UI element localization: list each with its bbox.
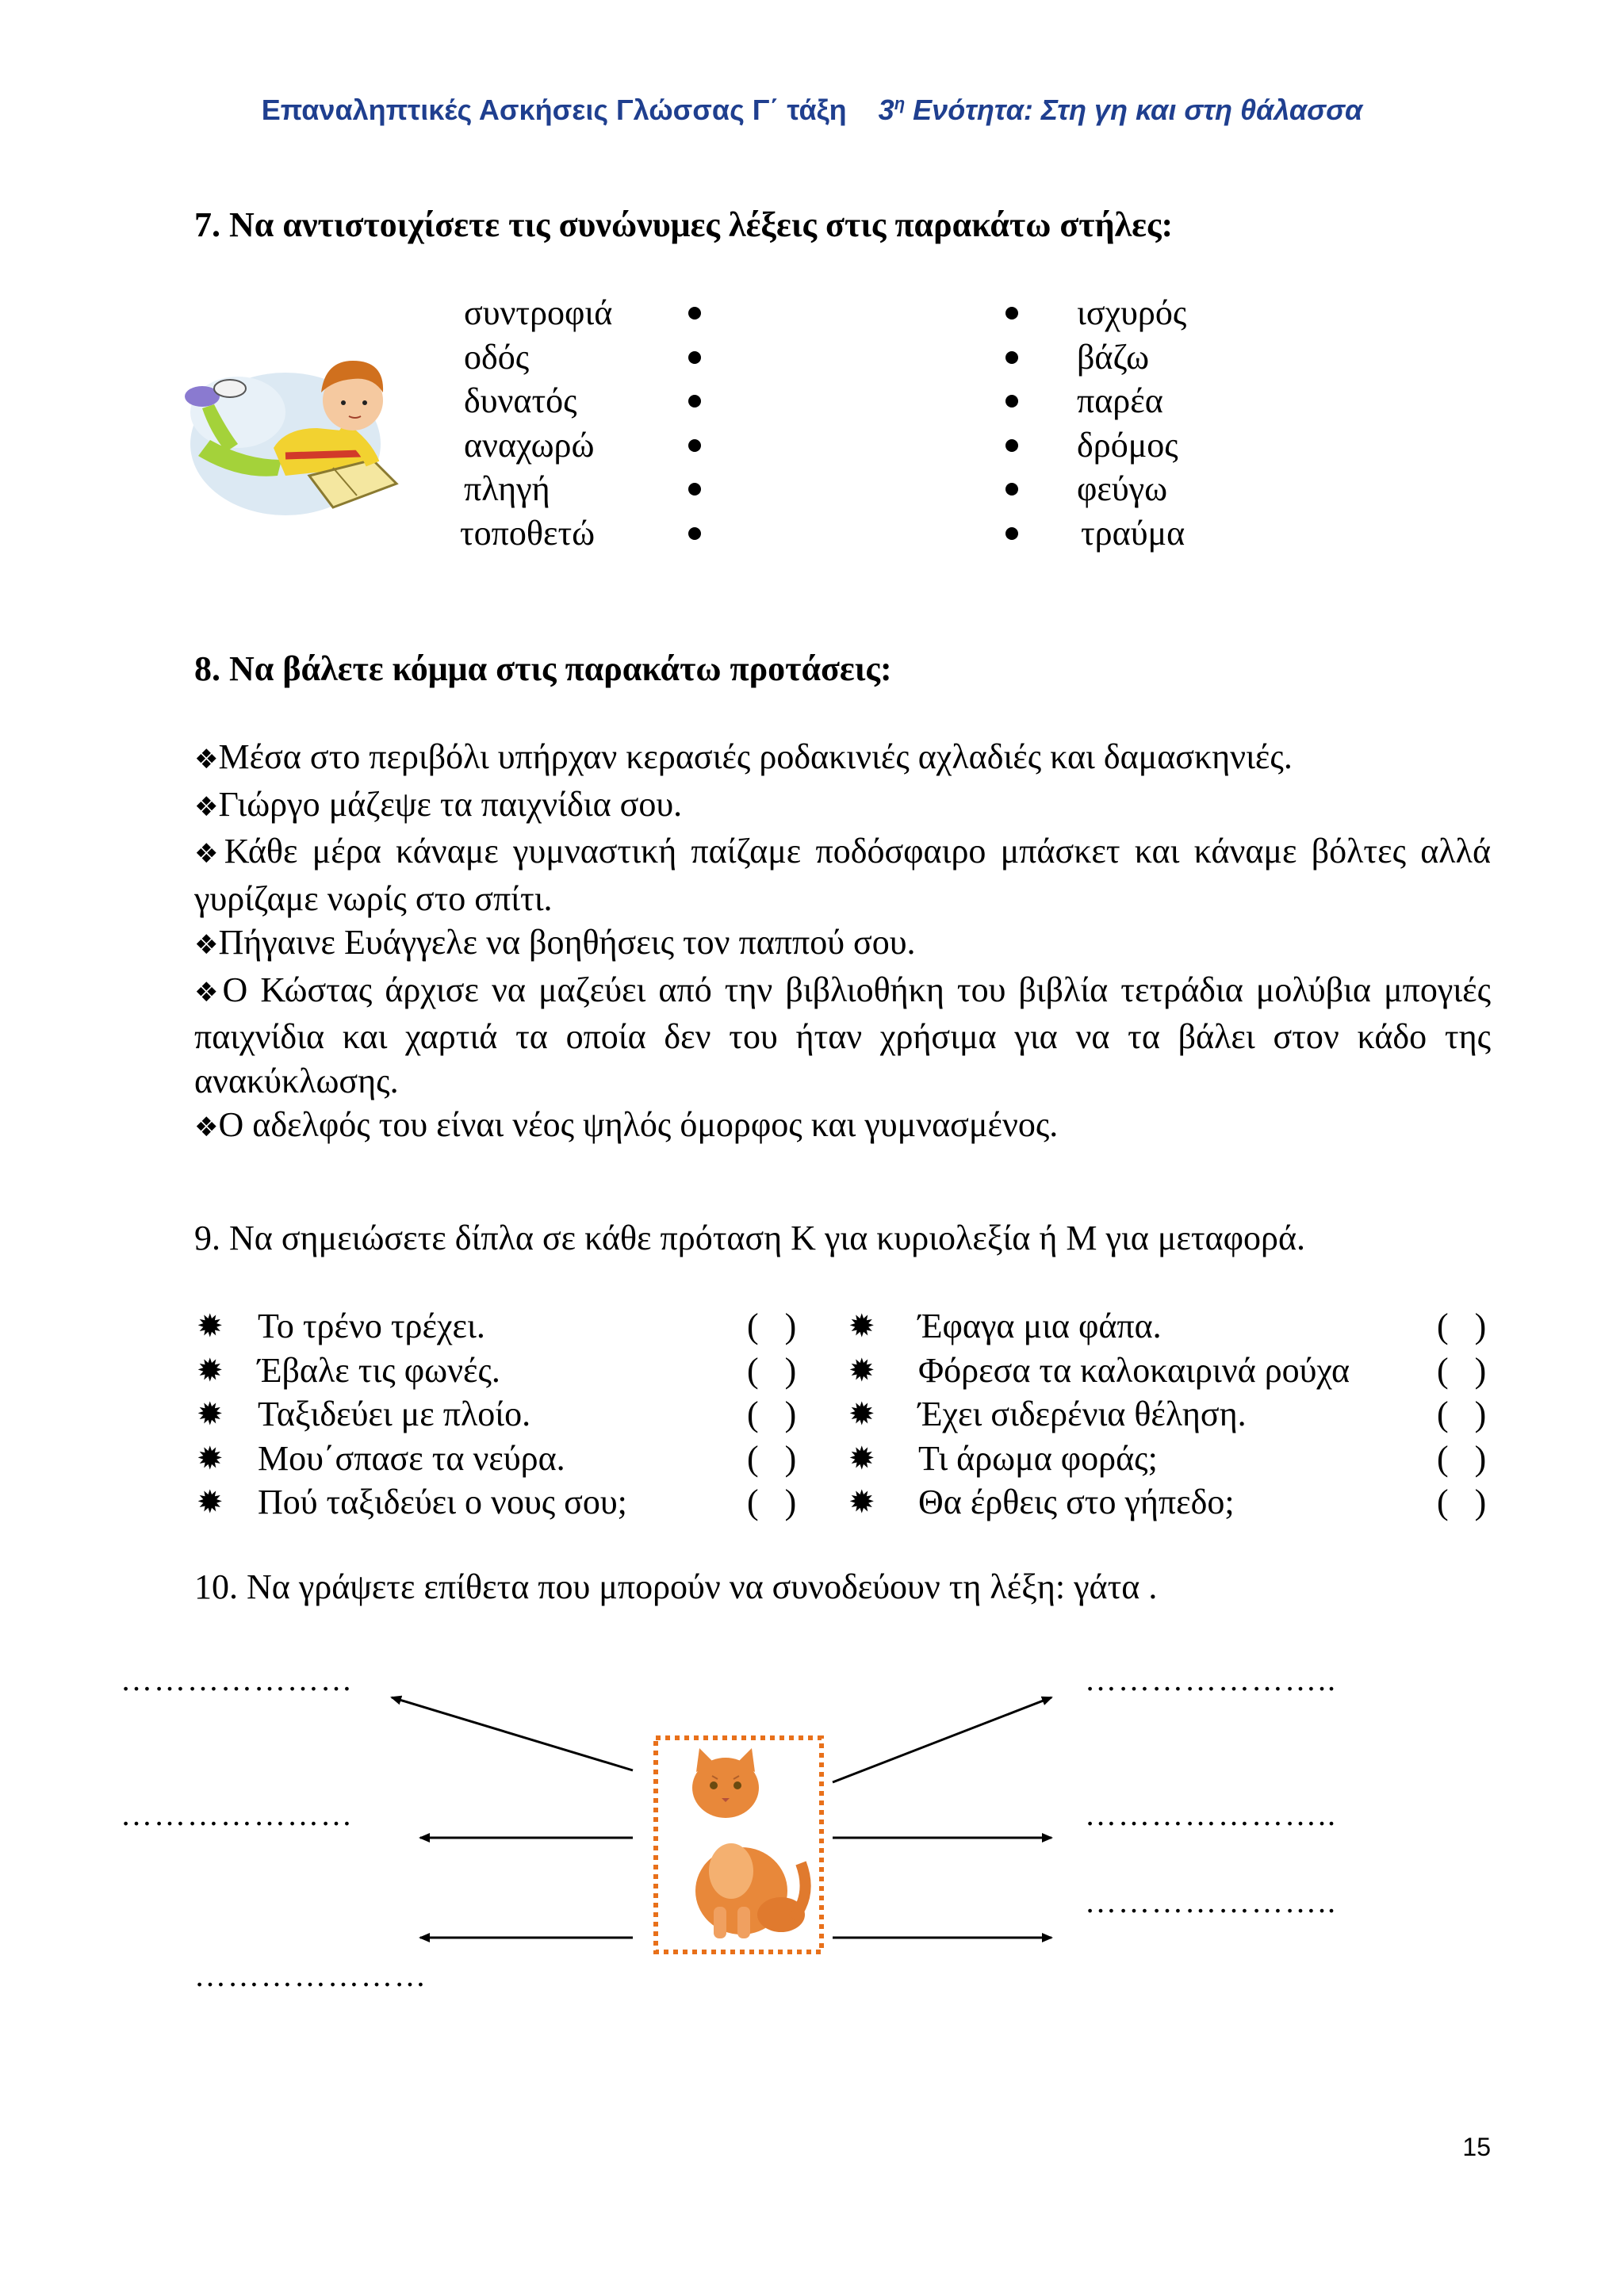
answer-blank-right-1[interactable]: ………………….. [1085,1662,1337,1697]
diamond-bullet-icon: ❖ [194,744,219,775]
q7-right-word: βάζω [1077,337,1150,377]
q9-statement-left: Ταξιδεύει με πλοίο. [258,1395,531,1433]
q8-title: 8. Να βάλετε κόμμα στις παρακάτω προτάσεις: [194,649,892,688]
q9-statement-left: Μου΄σπασε τα νεύρα. [258,1438,565,1478]
q8-sentence [194,968,1491,1104]
page-number: 15 [1462,2133,1491,2161]
arrow-right-upper [833,1697,1051,1782]
answer-blank-right-3[interactable]: ………………….. [1085,1884,1337,1919]
star-bullet-icon: ✹ [848,1440,875,1477]
q8-sentences [194,735,1491,1150]
q8-sentence [194,829,1491,920]
q8-sentence-text: Ο Κώστας άρχισε να μαζεύει από την βιβλιοθήκη του βιβλία τετράδια μολύβια μπογιές παιχνίδια και χαρτιά τα οποία δεν του ήταν χρήσιμα για να τα βάλει στον κάδο της ανακύκλωσης. [194,970,1491,1100]
q9-statement-right: Έχει σιδερένια θέληση. [918,1395,1247,1433]
answer-parentheses[interactable]: ( ) [747,1307,797,1345]
match-dot-right[interactable] [1005,395,1018,408]
arrow-left-upper [392,1697,633,1770]
q8-sentence-text: Κάθε μέρα κάναμε γυμναστική παίζαμε ποδόσφαιρο μπάσκετ και κάναμε βόλτες αλλά γυρίζαμε νωρίς στο σπίτι. [194,832,1491,918]
match-dot-left[interactable] [688,307,701,320]
q7-title: 7. Να αντιστοιχίσετε τις συνώνυμες λέξεις στις παρακάτω στήλες: [194,205,1174,244]
q7-right-word: δρόμος [1077,425,1178,465]
answer-parentheses[interactable]: ( ) [747,1395,797,1433]
star-bullet-icon: ✹ [848,1396,875,1433]
q8-sentence [194,783,1491,830]
match-dot-right[interactable] [1005,527,1018,540]
q7-right-word: τραύμα [1081,513,1185,553]
q7-left-word: πληγή [464,469,550,508]
q8-sentence [194,1103,1491,1150]
diamond-bullet-icon: ❖ [194,976,223,1008]
diamond-bullet-icon: ❖ [194,1112,219,1143]
q9-statement-right: Έφαγα μια φάπα. [918,1307,1162,1345]
q9-statement-left: Πού ταξιδεύει ο νους σου; [258,1483,627,1521]
star-bullet-icon: ✹ [197,1396,224,1433]
q8-sentence-text: Πήγαινε Ευάγγελε να βοηθήσεις τον παππού σου. [218,923,916,962]
header-unit-number: 3 [878,94,894,126]
answer-parentheses[interactable]: ( ) [747,1483,797,1521]
q7-left-word: συντροφιά [464,293,613,332]
answer-parentheses[interactable]: ( ) [1437,1395,1487,1433]
match-dot-left[interactable] [688,351,701,364]
q7-left-word: τοποθετώ [460,513,596,553]
q8-sentence-text: Ο αδελφός του είναι νέος ψηλός όμορφος και γυμνασμένος. [218,1105,1059,1144]
q9-statement-left: Το τρένο τρέχει. [258,1307,485,1345]
answer-blank-left-1[interactable]: ………………… [121,1662,354,1697]
cat-picture [656,1738,822,1952]
q9-statement-right: Φόρεσα τα καλοκαιρινά ρούχα [918,1350,1350,1390]
q7-left-word: οδός [464,337,530,377]
q9-title: 9. Να σημειώσετε δίπλα σε κάθε πρόταση Κ για κυριολεξία ή Μ για μεταφορά. [194,1219,1306,1257]
header-title: Επαναληπτικές Ασκήσεις Γλώσσας Γ΄ τάξη [261,94,847,126]
header-unit-title: Ενότητα: Στη γη και στη θάλασσα [905,94,1363,126]
q8-sentence [194,735,1491,783]
match-dot-right[interactable] [1005,307,1018,320]
q9-statement-right: Θα έρθεις στο γήπεδο; [918,1483,1235,1521]
match-dot-left[interactable] [688,395,701,408]
answer-blank-right-2[interactable]: ………………….. [1085,1797,1337,1832]
boy-reading-illustration [185,361,396,515]
answer-parentheses[interactable]: ( ) [1437,1350,1487,1390]
diamond-bullet-icon: ❖ [194,929,219,961]
answer-parentheses[interactable]: ( ) [747,1438,797,1478]
q9-statement-left: Έβαλε τις φωνές. [258,1350,500,1390]
match-dot-right[interactable] [1005,439,1018,452]
star-bullet-icon: ✹ [848,1484,875,1521]
star-bullet-icon: ✹ [848,1352,875,1389]
answer-parentheses[interactable]: ( ) [1437,1438,1487,1478]
diamond-bullet-icon: ❖ [194,838,224,870]
q7-right-word: φεύγω [1077,469,1168,508]
q9-statement-right: Τι άρωμα φοράς; [918,1438,1158,1478]
star-bullet-icon: ✹ [197,1440,224,1477]
q7-right-word: παρέα [1077,381,1163,420]
answer-blank-left-2[interactable]: ………………… [121,1797,354,1832]
answer-parentheses[interactable]: ( ) [747,1350,797,1390]
q8-sentence-text: Μέσα στο περιβόλι υπήρχαν κερασιές ροδακινιές αχλαδιές και δαμασκηνιές. [218,737,1293,776]
match-dot-left[interactable] [688,527,701,540]
answer-parentheses[interactable]: ( ) [1437,1307,1487,1345]
match-dot-left[interactable] [688,483,701,496]
star-bullet-icon: ✹ [848,1308,875,1345]
q10-title: 10. Να γράψετε επίθετα που μπορούν να συνοδεύουν τη λέξη: γάτα . [194,1567,1158,1606]
match-dot-left[interactable] [688,439,701,452]
match-dot-right[interactable] [1005,351,1018,364]
star-bullet-icon: ✹ [197,1352,224,1389]
diamond-bullet-icon: ❖ [194,790,219,823]
star-bullet-icon: ✹ [197,1308,224,1345]
q8-sentence-text: Γιώργο μάζεψε τα παιχνίδια σου. [218,784,683,824]
answer-parentheses[interactable]: ( ) [1437,1483,1487,1521]
q7-left-word: αναχωρώ [464,425,595,465]
q7-right-word: ισχυρός [1077,293,1187,332]
answer-blank-left-3[interactable]: ………………… [194,1957,427,1993]
match-dot-right[interactable] [1005,483,1018,496]
header-unit-sup: η [894,94,906,113]
q7-left-word: δυνατός [464,381,577,420]
q8-sentence [194,920,1491,968]
star-bullet-icon: ✹ [197,1484,224,1521]
